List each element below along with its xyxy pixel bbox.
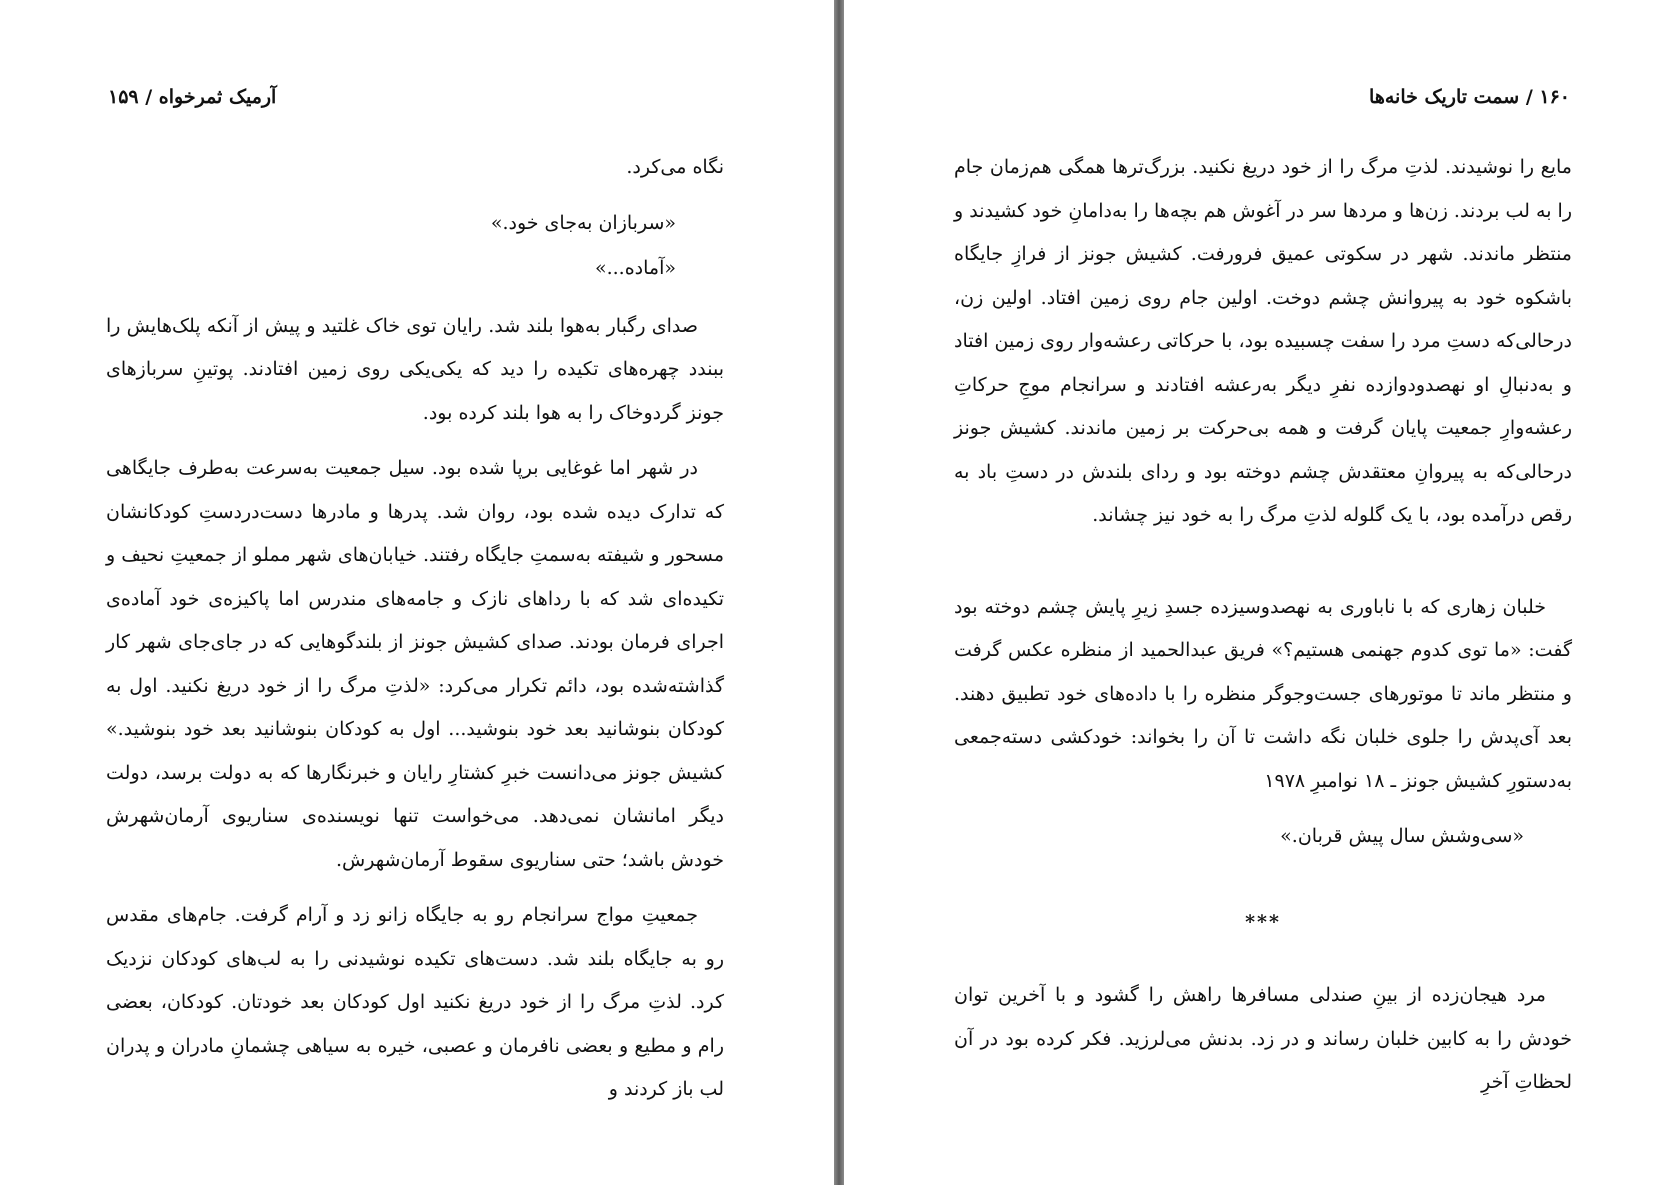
running-head-right: ۱۶۰ / سمت تاریک خانه‌ها: [1369, 86, 1570, 108]
paragraph: مایع را نوشیدند. لذتِ مرگ را از خود دریغ نکنید. بزرگ‌ترها همگی هم‌زمان جام را به لب بردند. زن‌ها و مردها سر در آغوش هم بچه‌ها را به‌دامانِ خود کشیدند و منتظر ماندند. شهر در سکوتی عمیق فرورفت. کشیش جونز از فرازِ جایگاه باشکوه خود به پیروانش چشم دوخت. اولین جام روی زمین افتاد. اولین زن، درحالی‌که دستِ مرد را سفت چسبیده بود، با حرکاتی رعشه‌وار روی زمین افتاد و به‌دنبالِ او نهصدودوازده نفرِ دیگر به‌رعشه افتادند و سرانجام موجِ حرکاتِ رعشه‌وارِ جمعیت پایان گرفت و همه بی‌حرکت بر زمین ماندند. کشیش جونز درحالی‌که به پیروانِ معتقدش چشم دوخته بود و ردای بلندش در دستِ باد به رقص درآمده بود، با یک گلوله لذتِ مرگ را به خود نیز چشاند.: [954, 156, 1572, 526]
paragraph: صدای رگبار به‌هوا بلند شد. رایان توی خاک غلتید و پیش از آنکه پلک‌هایش را ببندد چهره‌های تکیده را دید که یکی‌یکی روی زمین افتادند. پوتینِ سربازهای جونز گردوخاک را به هوا بلند کرده بود.: [106, 314, 724, 424]
section-break: ***: [1245, 910, 1281, 933]
paragraph: در شهر اما غوغایی برپا شده بود. سیل جمعیت به‌سرعت به‌طرف جایگاهی که تدارک دیده شده بود، روان شد. پدرها و مادرها دست‌دردستِ کودکانشان مسحور و شیفته به‌سمتِ جایگاه رفتند. خیابان‌های شهر مملو از جمعیتِ نحیف و تکیده‌ای شد که با رداهای نازک و جامه‌های مندرس اما پاکیزه‌ی خود آماده‌ی اجرای فرمان بودند. صدای کشیش جونز از بلندگوهایی که در جای‌جای شهر کار گذاشته‌شده بود، دائم تکرار می‌کرد: «لذتِ مرگ را از خود دریغ نکنید. اول به کودکان بنوشانید بعد خود بنوشید... اول به کودکان بنوشانید بعد خود بنوشید.» کشیش جونز می‌دانست خبرِ کشتارِ رایان و خبرنگارها که به دولت برسد، دولت دیگر امانشان نمی‌دهد. می‌خواست تنها نویسنده‌ی سناریوی آرمان‌شهرش خودش باشد؛ حتی سناریوی سقوط آرمان‌شهرش.: [106, 457, 724, 871]
left-page: [0, 0, 834, 1185]
paragraph: خلبان زهاری که با ناباوری به نهصدوسیزده جسدِ زیرِ پایش چشم دوخته بود گفت: «ما توی کدوم جهنمی هستیم؟» فریق عبدالحمید از منظره عکس گرفت و منتظر ماند تا موتورهای جست‌وجوگر منظره را با داده‌های خود تطبیق دهند. بعد آی‌پدش را جلوی خلبان نگه داشت تا آن را بخواند: خودکشی دسته‌جمعی به‌دستورِ کشیش جونز ـ ۱۸ نوامبرِ ۱۹۷۸: [954, 595, 1572, 792]
paragraph: مرد هیجان‌زده از بینِ صندلی مسافرها راهش را گشود و با آخرین توان خودش را به کابین خلبان رساند و در زد. بدنش می‌لرزید. فکر کرده بود در آن لحظاتِ آخرِ: [954, 984, 1572, 1093]
right-page-text: [954, 146, 1572, 1117]
running-head-left: آرمیک ثمرخواه / ۱۵۹: [108, 86, 277, 108]
quote-line: «سربازان به‌جای خود.»: [490, 211, 676, 234]
left-page-text: [106, 146, 724, 1124]
right-page: [844, 0, 1678, 1185]
quote-line: «سی‌وشش سال پیش قربان.»: [1280, 825, 1524, 847]
paragraph: نگاه می‌کرد.: [626, 156, 724, 178]
quote-line: «آماده...»: [594, 257, 676, 279]
book-gutter: [834, 0, 844, 1185]
paragraph: جمعیتِ مواج سرانجام رو به جایگاه زانو زد و آرام گرفت. جام‌های مقدس رو به جایگاه بلند شد. دست‌های تکیده نوشیدنی را به لب‌های کودکان نزدیک کرد. لذتِ مرگ را از خود دریغ نکنید اول کودکان بعد خودتان. کودکان، بعضی رام و مطیع و بعضی نافرمان و عصبی، خیره به سیاهی چشمانِ مادران و پدران لب باز کردند و: [106, 904, 724, 1100]
